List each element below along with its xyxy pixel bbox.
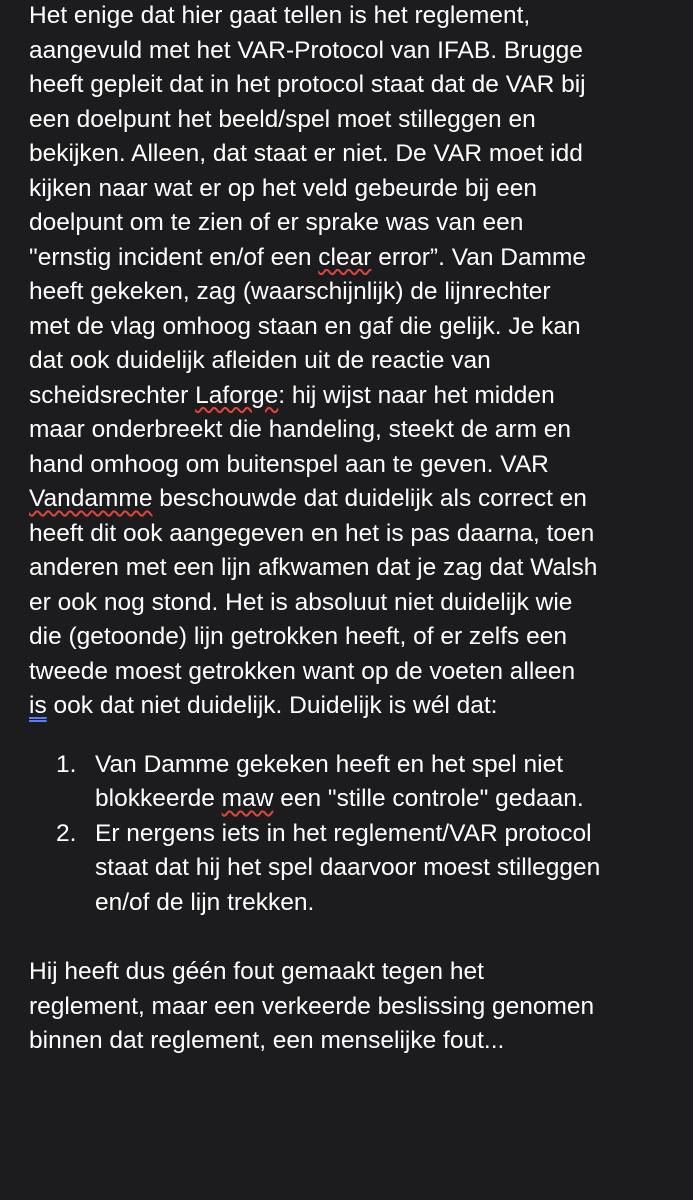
numbered-list[interactable] [29, 748, 675, 921]
text-run: "ernstig incident en/of een [29, 243, 319, 271]
text-line: hand omhoog om buitenspel aan te geven. VAR [29, 450, 549, 478]
text-run: error”. Van Damme [371, 243, 587, 271]
grammar-flagged-word[interactable]: is [29, 692, 47, 719]
text-line: dat ook duidelijk afleiden uit de reactie van [29, 347, 491, 374]
text-line: heeft gepleit dat in het protocol staat dat de VAR bij [29, 71, 586, 98]
text-line: er ook nog stond. Het is absoluut niet duidelijk wie [29, 588, 573, 616]
text-line [95, 782, 675, 817]
text-line: doelpunt om te zien of er sprake was van een [29, 209, 524, 236]
spellcheck-flagged-word[interactable]: clear [318, 243, 372, 271]
text-run: beschouwde dat duidelijk als correct en [152, 485, 587, 512]
text-line: staat dat hij het spel daarvoor moest stilleggen [95, 854, 601, 881]
text-line: reglement, maar een verkeerde beslissing genomen [29, 992, 595, 1020]
text-line: heeft gekeken, zag (waarschijnlijk) de lijnrechter [29, 278, 551, 305]
text-line [29, 379, 675, 414]
text-line: binnen dat reglement, een menselijke fout... [29, 1027, 505, 1054]
paragraph-2[interactable] [29, 955, 675, 1059]
text-run: scheidsrechter [29, 381, 196, 409]
text-line [29, 241, 675, 276]
list-item-text [95, 817, 675, 921]
text-line: Het enige dat hier gaat tellen is het reglement, [29, 2, 531, 29]
text-line: tweede moest getrokken want op de voeten alleen [29, 657, 576, 685]
text-line [29, 482, 675, 517]
text-line: Er nergens iets in het reglement/VAR protocol [95, 819, 592, 847]
text-line: heeft dit ook aangegeven en het is pas daarna, toen [29, 519, 595, 547]
text-line [29, 689, 675, 724]
text-line: kijken naar wat er op het veld gebeurde bij een [29, 174, 538, 202]
list-number: 1. [56, 750, 77, 778]
text-line: met de vlag omhoog staan en gaf die gelijk. Je kan [29, 312, 581, 340]
text-line: bekijken. Alleen, dat staat er niet. De VAR moet idd [29, 140, 583, 167]
text-run: ook dat niet duidelijk. Duidelijk is wél dat: [46, 692, 498, 719]
text-line: die (getoonde) lijn getrokken heeft, of er zelfs een [29, 623, 567, 650]
text-line: een doelpunt het beeld/spel moet stilleggen en [29, 105, 536, 133]
text-line: anderen met een lijn afkwamen dat je zag dat Walsh [29, 554, 598, 581]
spellcheck-flagged-word[interactable]: maw [221, 785, 274, 812]
text-line: Hij heeft dus géén fout gemaakt tegen het [29, 958, 484, 985]
text-run: : hij wijst naar het midden [278, 381, 555, 409]
list-item [29, 748, 675, 817]
list-item-text [95, 748, 675, 817]
list-number: 2. [56, 819, 77, 847]
paragraph-1[interactable] [29, 0, 675, 724]
text-run: een "stille controle" gedaan. [273, 785, 584, 812]
text-line: maar onderbreekt die handeling, steekt de arm en [29, 416, 572, 443]
list-item [29, 817, 675, 921]
text-line: en/of de lijn trekken. [95, 888, 315, 916]
text-line: aangevuld met het VAR-Protocol van IFAB. Brugge [29, 36, 583, 64]
spellcheck-flagged-word[interactable]: Laforge [195, 381, 279, 409]
text-run: blokkeerde [95, 785, 222, 812]
text-line: Van Damme gekeken heeft en het spel niet [95, 750, 564, 778]
spellcheck-flagged-word[interactable]: Vandamme [29, 485, 153, 512]
